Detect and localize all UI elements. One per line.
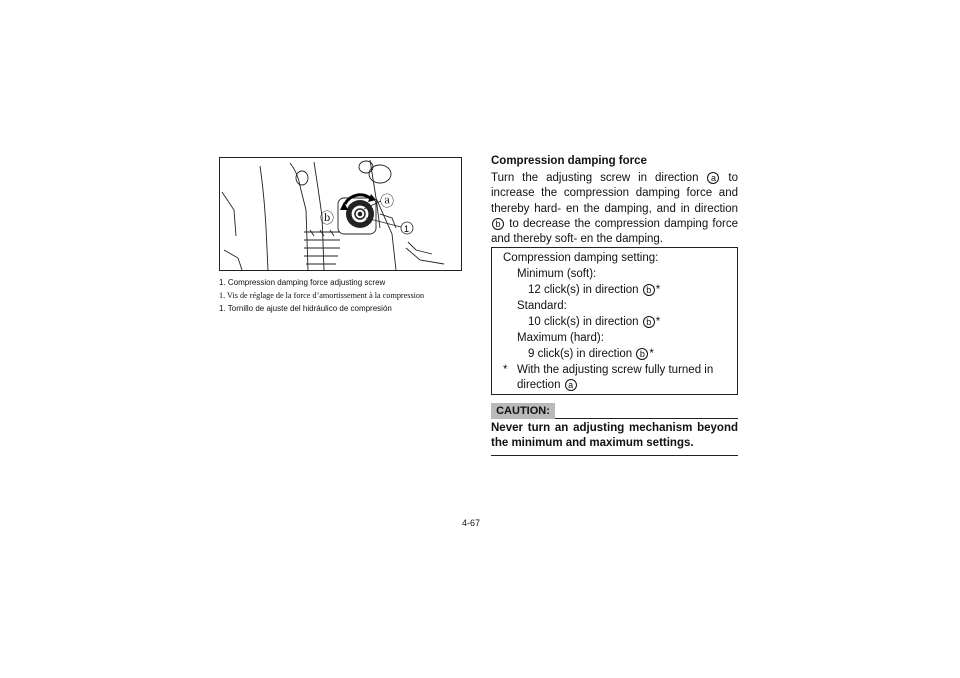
spec-std-label: Standard: xyxy=(517,300,567,312)
spec-max-label: Maximum (hard): xyxy=(517,332,604,344)
note-line-2: direction xyxy=(517,379,561,391)
page-number: 4-67 xyxy=(462,518,481,528)
caution-bottom-rule xyxy=(491,455,738,456)
direction-a-symbol: a xyxy=(707,172,719,184)
para-line-3b: to decrease xyxy=(509,217,571,230)
spec-header: Compression damping setting: xyxy=(503,252,659,264)
direction-b-symbol: b xyxy=(643,316,655,328)
caution-text: Never turn an adjusting mechanism beyond the minimum and maximum settings. xyxy=(491,422,738,450)
spec-max-value: 9 click(s) in direction xyxy=(528,348,633,360)
callout-a: ⓐ xyxy=(380,193,394,209)
instruction-section xyxy=(491,153,738,247)
note-star: * xyxy=(503,364,508,376)
note-line-1: With the adjusting screw fully turned in xyxy=(517,364,714,376)
spec-min-value: 12 click(s) in direction xyxy=(528,284,639,296)
spec-min-label: Minimum (soft): xyxy=(517,268,597,280)
damping-setting-box xyxy=(491,247,738,395)
para-line-1b: to increase xyxy=(491,172,739,200)
para-line-1a: Turn the adjusting screw in direction xyxy=(491,172,699,184)
caution-top-rule xyxy=(555,418,738,419)
spec-std-value: 10 click(s) in direction xyxy=(528,316,639,328)
section-title: Compression damping force xyxy=(491,155,647,167)
asterisk: * xyxy=(649,348,654,360)
direction-a-symbol: a xyxy=(565,379,577,391)
callout-1: 1 xyxy=(404,224,410,234)
callout-b: ⓑ xyxy=(320,210,334,226)
direction-b-symbol: b xyxy=(492,218,504,230)
caption-english: 1. Compression damping force adjusting screw xyxy=(219,278,386,287)
illustration-figure xyxy=(219,157,462,271)
para-line-5: en the damping. xyxy=(580,233,663,246)
caption-spanish: 1. Tornillo de ajuste del hidráulico de compresión xyxy=(219,304,392,313)
direction-b-symbol: b xyxy=(636,348,648,360)
shock-absorber-drawing xyxy=(220,158,462,271)
asterisk: * xyxy=(655,284,661,296)
para-line-4: the compression damping force and thereby soft- xyxy=(491,217,738,246)
instruction-paragraph xyxy=(491,171,738,247)
direction-b-symbol: b xyxy=(643,284,655,296)
asterisk: * xyxy=(655,316,661,328)
caution-label: CAUTION: xyxy=(491,403,555,419)
caption-french: 1. Vis de réglage de la force d’amortissement à la compression xyxy=(219,291,425,300)
figure-captions xyxy=(219,276,469,315)
para-line-2: the compression damping force and thereby hard- xyxy=(491,187,738,215)
para-line-3a: en the damping, and in direction xyxy=(565,202,738,215)
